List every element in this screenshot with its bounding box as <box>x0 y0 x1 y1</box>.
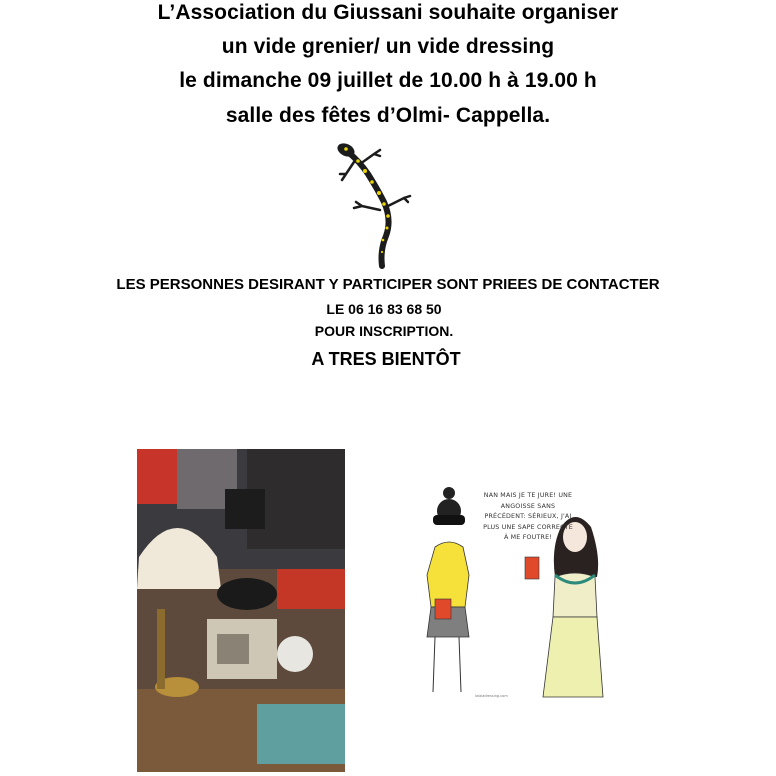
salamander-icon <box>332 140 422 270</box>
headline-line-3: le dimanche 09 juillet de 10.00 h à 19.00 h <box>179 69 597 92</box>
headline-line-4: salle des fêtes d’Olmi- Cappella. <box>225 104 551 127</box>
speech-bubble-text: NAN MAIS JE TE JURE! UNE ANGOISSE SANS PRÉCÉDENT: SÉRIEUX, J'AI PLUS UNE SAPE CORRECTE À ME FOUTRE! <box>483 492 573 541</box>
fashion-girls-illustration <box>405 487 617 707</box>
contact-instructions: LES PERSONNES DESIRANT Y PARTICIPER SONT PRIEES DE CONTACTER <box>116 276 660 293</box>
flea-market-photo <box>137 449 345 772</box>
contact-phone: LE 06 16 83 68 50 <box>326 301 442 317</box>
closing-greeting: A TRES BIENTÔT <box>311 349 461 369</box>
illustration-signature: lalaladressing.com <box>475 694 508 698</box>
headline-line-2: un vide grenier/ un vide dressing <box>221 35 555 58</box>
contact-purpose: POUR INSCRIPTION. <box>314 323 454 339</box>
headline-line-1: L’Association du Giussani souhaite organiser <box>157 1 619 24</box>
